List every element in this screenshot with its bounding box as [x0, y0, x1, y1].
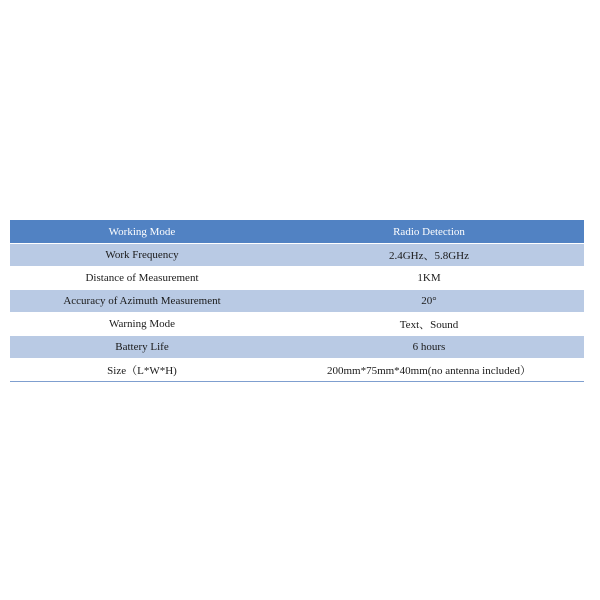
- row-value: 6 hours: [274, 336, 584, 359]
- table-row: [10, 244, 584, 267]
- table-row: [10, 313, 584, 336]
- row-label: Warning Mode: [10, 313, 274, 336]
- row-label: Size（L*W*H): [10, 359, 274, 382]
- table-row: [10, 359, 584, 382]
- table-row: [10, 290, 584, 313]
- spec-table-body: [10, 244, 584, 382]
- header-cell-mode: Working Mode: [10, 220, 274, 244]
- row-label: Work Frequency: [10, 244, 274, 267]
- row-label: Accuracy of Azimuth Measurement: [10, 290, 274, 313]
- row-label: Distance of Measurement: [10, 267, 274, 290]
- row-value: 20°: [274, 290, 584, 313]
- table-row: [10, 336, 584, 359]
- row-value: 200mm*75mm*40mm(no antenna included）: [274, 359, 584, 382]
- header-row: [10, 220, 584, 244]
- table-row: [10, 267, 584, 290]
- row-label: Battery Life: [10, 336, 274, 359]
- row-value: Text、Sound: [274, 313, 584, 336]
- row-value: 2.4GHz、5.8GHz: [274, 244, 584, 267]
- header-cell-value: Radio Detection: [274, 220, 584, 244]
- spec-table-header: [10, 220, 584, 244]
- row-value: 1KM: [274, 267, 584, 290]
- spec-table: [10, 220, 584, 382]
